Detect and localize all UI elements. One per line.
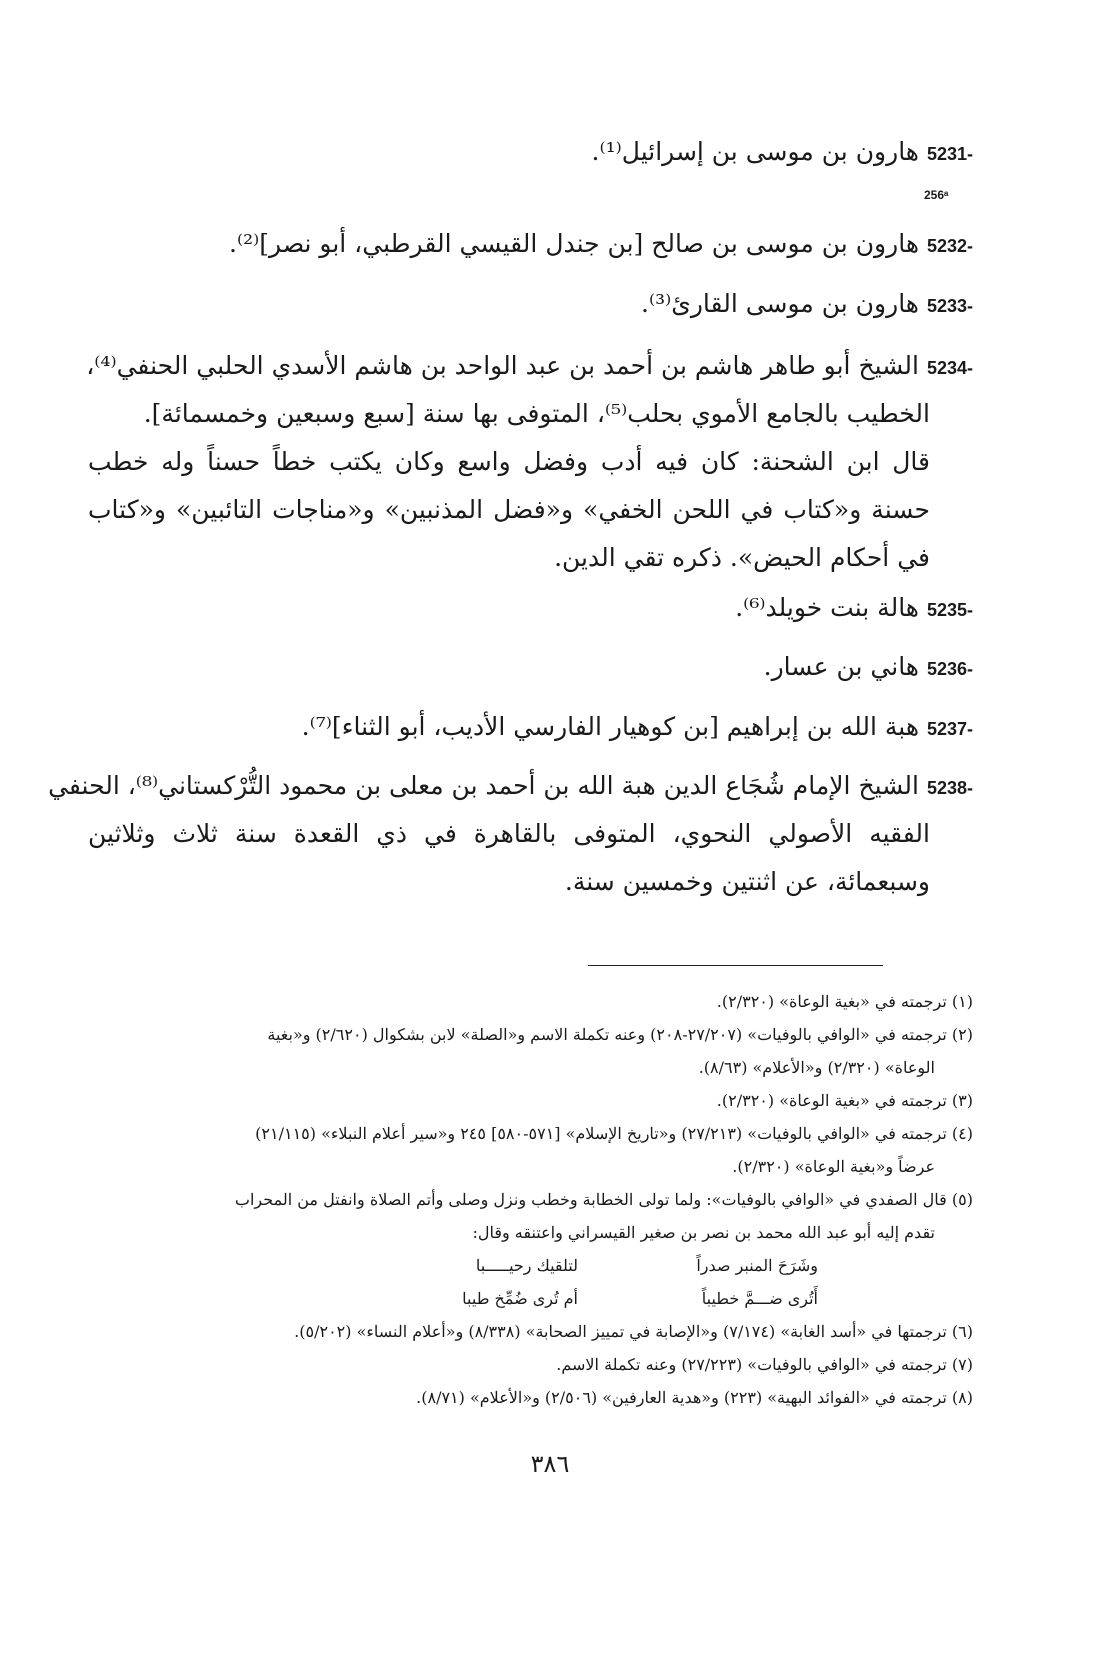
entry-5237 bbox=[302, 703, 973, 753]
entry-number: 5235- bbox=[926, 600, 973, 620]
page-number: ٣٨٦ bbox=[530, 1450, 570, 1478]
entry-text: هارون بن موسى بن صالح [بن جندل القيسي القرطبي، أبو نصر]⁽²⁾. bbox=[229, 229, 919, 258]
entry-number: 5232- bbox=[926, 236, 973, 256]
entry-number: 5233- bbox=[926, 296, 973, 316]
entry-text: الشيخ أبو طاهر هاشم بن أحمد بن عبد الواحد بن هاشم الأسدي الحلبي الحنفي⁽⁴⁾، bbox=[86, 351, 919, 380]
entry-5238-line1 bbox=[48, 762, 973, 812]
footnote-6: (٦) ترجمتها في «أسد الغابة» (٧/١٧٤) و«الإصابة في تمييز الصحابة» (٨/٣٣٨) و«أعلام النساء» (٥/٢٠٢). bbox=[294, 1322, 973, 1341]
footnote-4: (٤) ترجمته في «الوافي بالوفيات» (٢٧/٢١٣) و«تاريخ الإسلام» [٥٧١-٥٨٠] ٢٤٥ و«سير أعلام النبلاء» (٢١/١١٥) bbox=[255, 1124, 973, 1143]
entry-5232 bbox=[229, 220, 973, 270]
entry-number: 5234- bbox=[926, 358, 973, 378]
poem-verse-2-second-hemistich: أم تُرى ضُمِّخ طيبا bbox=[462, 1289, 578, 1308]
entry-text: هاني بن عسار. bbox=[763, 652, 919, 681]
entry-body-text: الفقيه الأصولي النحوي، المتوفى بالقاهرة في ذي القعدة سنة ثلاث وثلاثين وسبعمائة، عن اثنتين وخمسين سنة. bbox=[88, 819, 930, 896]
poem-verse-1-second-hemistich: لتلقيك رحيـــــبا bbox=[475, 1256, 578, 1275]
entry-body-text: قال ابن الشحنة: كان فيه أدب وفضل واسع وكان يكتب خطاً حسناً وله خطب حسنة و«كتاب في اللحن الخفي» و«فضل المذنبين» و«مناجات التائبين» و«كتاب في أحكام الحيض». ذكره تقي الدين. bbox=[88, 447, 930, 572]
poem-verse-1-first-hemistich: وشَرَحَ المنبر صدراً bbox=[696, 1256, 818, 1275]
entry-5234-line2 bbox=[144, 390, 930, 438]
entry-number: 5236- bbox=[926, 659, 973, 679]
poem-verses bbox=[95, 1249, 973, 1315]
footnote-3: (٣) ترجمته في «بغية الوعاة» (٢/٣٢٠). bbox=[716, 1091, 973, 1110]
entry-number: 5238- bbox=[926, 778, 973, 798]
entry-number: 5237- bbox=[926, 719, 973, 739]
footnote-5-continued: تقدم إليه أبو عبد الله محمد بن نصر بن صغير القيسراني واعتنقه وقال: bbox=[472, 1223, 935, 1242]
footnote-2-continued: الوعاة» (٢/٣٢٠) و«الأعلام» (٨/٦٣). bbox=[698, 1058, 935, 1077]
footnote-4-continued: عرضاً و«بغية الوعاة» (٢/٣٢٠). bbox=[732, 1157, 935, 1176]
folio-marker: 256ᵃ bbox=[924, 188, 949, 202]
footnote-5: (٥) قال الصفدي في «الوافي بالوفيات»: ولما تولى الخطابة وخطب ونزل وصلى وأتم الصلاة وانفتل من المحراب bbox=[234, 1190, 973, 1209]
entry-text: الخطيب بالجامع الأموي بحلب⁽⁵⁾، المتوفى بها سنة [سبع وسبعين وخمسمائة]. bbox=[143, 399, 930, 428]
entry-text: هارون بن موسى بن إسرائيل⁽¹⁾. bbox=[591, 137, 919, 166]
footnote-7: (٧) ترجمته في «الوافي بالوفيات» (٢٧/٢٢٣) وعنه تكملة الاسم. bbox=[556, 1355, 973, 1374]
entry-5231 bbox=[592, 128, 974, 178]
entry-5234-line1 bbox=[86, 342, 973, 392]
entry-5238-body bbox=[88, 810, 930, 906]
entry-number: 5231- bbox=[926, 144, 973, 164]
footnote-separator bbox=[588, 965, 883, 966]
footnote-1: (١) ترجمته في «بغية الوعاة» (٢/٣٢٠). bbox=[716, 992, 973, 1011]
entry-5234-body bbox=[88, 438, 930, 582]
entry-text: الشيخ الإمام شُجَاع الدين هبة الله بن أحمد بن معلى بن محمود التُّرْكستاني⁽⁸⁾، الحنفي bbox=[48, 771, 919, 800]
entry-5235 bbox=[735, 584, 973, 634]
entry-text: هالة بنت خويلد⁽⁶⁾. bbox=[735, 593, 919, 622]
footnote-8: (٨) ترجمته في «الفوائد البهية» (٢٢٣) و«هدية العارفين» (٢/٥٠٦) و«الأعلام» (٨/٧١). bbox=[416, 1388, 973, 1407]
footnotes bbox=[95, 985, 973, 1414]
poem-verse-2-first-hemistich: أَتُرى ضـــمَّ خطيباً bbox=[701, 1289, 818, 1308]
footnote-2: (٢) ترجمته في «الوافي بالوفيات» (٢٧/٢٠٧-٢٠٨) وعنه تكملة الاسم و«الصلة» لابن بشكوال (٢/٦٢٠) و«بغية bbox=[267, 1025, 973, 1044]
entry-text: هارون بن موسى القارئ⁽³⁾. bbox=[641, 289, 919, 318]
entry-text: هبة الله بن إبراهيم [بن كوهيار الفارسي الأديب، أبو الثناء]⁽⁷⁾. bbox=[301, 712, 919, 741]
entry-5236 bbox=[764, 643, 973, 693]
entry-5233 bbox=[641, 280, 973, 330]
